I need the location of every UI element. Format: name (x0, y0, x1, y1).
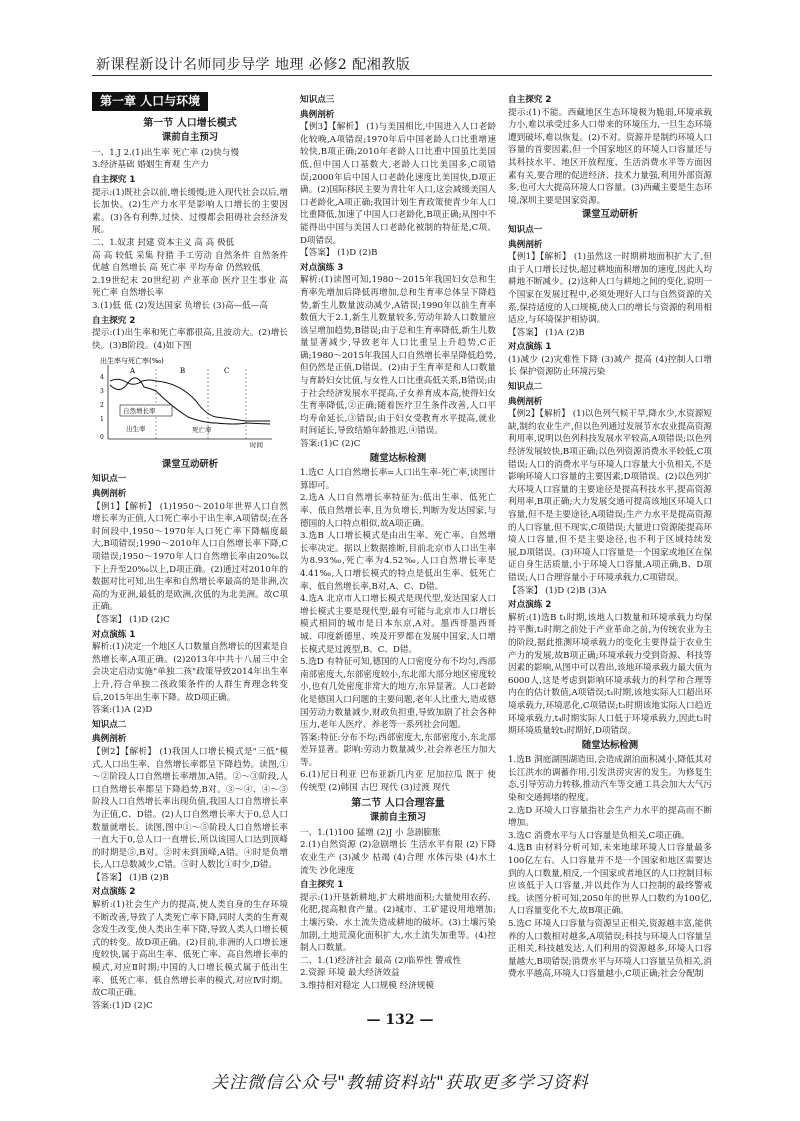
knowledge-point-heading: 知识点一 (92, 474, 127, 485)
answer: 答案:(1)A (2)D (92, 705, 153, 716)
test-heading: 随堂达标检测 (581, 739, 639, 751)
paragraph: 2.选A 人口自然增长率特征为:低出生率、低死亡率、低自然增长率,且为负增长,判断为发达国家,与德国的人口特点相似,故A项正确。 (300, 493, 496, 529)
example-heading: 典例剖析 (300, 109, 335, 120)
paragraph: 一、1.(1)100 猛增 (2)J 小 急剧膨胀 (300, 827, 441, 838)
answer: 答案:(1)C (2)C (300, 439, 361, 450)
paragraph: 3.维持相对稳定 人口规模 经济规模 (300, 980, 434, 991)
header-rule (92, 75, 712, 76)
preview-heading: 课前自主预习 (369, 812, 427, 824)
paragraph: 2.(1)自然资源 (2)急剧增长 生活水平有限 (2)下降 农业生产 (3)减少 枯竭 (4)合理 水体污染 (4)水土流失 沙化速度 (300, 840, 496, 876)
paragraph: 高 高 较低 采集 狩猎 手工劳动 自然条件 自然条件优越 自然增长 高 死亡率 平均寿命 仍然较低 (92, 250, 288, 274)
answer: 【答案】 (1)A (2)B (508, 327, 585, 338)
example-heading: 典例剖析 (508, 396, 543, 407)
stage-label-b: B (180, 367, 186, 376)
column-left (92, 92, 288, 1011)
section-title: 第一节 人口增长模式 (143, 117, 237, 129)
paragraph: 解析:(1)社会生产力的提高,使人类自身的生存环境不断改善,导致了人类死亡率下降,同时人类的生育观念发生改变,使人类出生率下降,导致人类人口增长模式的转变。故D项正确。(2)目前,非洲的人口增长速度较快,属于高出生率、低死亡率、高自然增长率的模式,对应Ⅱ时期;中国的人口增长模式属于低出生率、低死亡率、低自然增长率的模式,对应Ⅳ时期。故C项正确。 (92, 900, 288, 999)
paragraph: 2.19世纪末 20世纪初 产业革命 医疗卫生事业 高 死亡率 自然增长率 (92, 275, 288, 299)
example-heading: 典例剖析 (508, 239, 543, 250)
paragraph: 二、1.(1)经济社会 最高 (2)临界性 警戒性 (300, 955, 462, 966)
knowledge-point-heading: 知识点二 (92, 719, 127, 730)
answer: 【答案】 (1)D (2)C (92, 615, 170, 625)
y-tick: 4 (100, 374, 104, 382)
paragraph: 1.选B 洞庭湖围湖造田,会造成湖泊面积减小,降低其对长江洪水的调蓄作用,引发洪涝灾害的发生。为修复生态,引导劳动力转移,推动汽车等交通工具会加大大气污染和交通拥堵的程度。 (508, 755, 712, 804)
drill-heading: 对点演练 2 (508, 600, 552, 611)
drill-heading: 对点演练 1 (92, 629, 136, 640)
example-heading: 典例剖析 (92, 489, 127, 500)
footer-note: 关注微信公众号"教辅资料站"获取更多学习资料 (211, 1073, 589, 1093)
paragraph: 一、1.J 2.(1)出生率 死亡率 (2)快与慢 (92, 147, 239, 158)
paragraph: 提示:(1)不能。西藏地区生态环境极为脆弱,环境承载力小,难以承受过多人口带来的环境压力,一旦生态环境遭到破坏,难以恢复。(2)不对。资源并是制约环境人口容量的首要因素,但一个国家地区的环境人口容量还与其科技水平、地区开放程度、生活消费水平等方面因素有关,要合理的促进经济、技术力量强,利用外部资源多,也可大大提高环境人口容量。(3)西藏主要是生态环境,深圳主要是国家资源。 (508, 107, 712, 206)
answer: 【答案】 (1)B (2)B (92, 872, 169, 883)
knowledge-point-heading: 知识点三 (300, 95, 335, 105)
drill-heading: 对点演练 1 (508, 342, 552, 353)
explore-heading: 自主探究 2 (508, 95, 552, 105)
page-header: 新课程新设计名师同步导学 地理 必修2 配湘教版 (96, 57, 411, 73)
paragraph: 【例2】【解析】 (1)我国人口增长模式是"三低"模式,人口出生率、自然增长率都呈下降趋势。读图,①～②阶段人口自然增长率增加,A错。②～③阶段,人口自然增长率都呈下降趋势,B对。③～④、④～⑤阶段人口自然增长率出现负值,我国人口自然增长率为正值,C、D错。(2)人口自然增长率大于0,总人口数量就增长。读图,图中①～⑤阶段人口自然增长率一直大于0,总人口一直增长,所以该国人口达到顶峰的时期是⑤,B对。②时未到顶峰,A错。④时是负增长,人口总数减少,C错。⑤时人数比①时少,D错。 (92, 746, 288, 871)
section-title: 第二节 人口合理容量 (351, 797, 445, 809)
chapter-banner: 第一章 人口与环境 (92, 92, 208, 111)
paragraph: 3.选B 人口增长模式是由出生率、死亡率、自然增长率决定。据以上数据推断,目前北京市人口出生率为8.93‰,死亡率为4.52‰,人口自然增长率是4.41‰,人口增长模式的特点是低出生率、低死亡率、低自然增长率,B对,A、C、D错。 (300, 531, 496, 592)
answer: 【答案】 (1)D (2)B (300, 248, 378, 259)
paragraph: 二、1.奴隶 封建 资本主义 高 高 极低 (92, 237, 235, 248)
knowledge-point-heading: 知识点二 (508, 382, 543, 393)
diagram-title: 出生率与死亡率(‰) (100, 357, 164, 366)
stage-label-c: C (224, 367, 230, 376)
y-tick: 0 (100, 434, 104, 442)
paragraph: 3.(1)低 低 (2)发达国家 负增长 (3)高—低—高 (92, 300, 268, 311)
paragraph: 答案:特征:分布不均;西部密度大,东部密度小,东北部差异显著。影响:劳动力数量减少,社会养老压力加大等。 (300, 732, 496, 768)
paragraph: 【例2】【解析】 (1)以色列气候干旱,降水少,水资源短缺,制约农业生产,但以色列通过发展节水农业提高资源利用率,说明以色列科技发展水平较高,A项错误;以色列经济发展较快,B项正确;以色列资源消费水平较低,C项错误;人口的消费水平与环境人口容量大小负相关,不是影响环境人口容量的主要因素,D项错误。(2)以色列扩大环境人口容量的主要途径是提高科技水平,提高资源利用率,B项正确;大力发展交通可提高该地区环境人口容量,但不是主要途径,A项错误;生产力水平是提高资源的人口容量,但不现实,C项错误;大量进口资源能提高环境人口容量,但不是主要途径,也不利于区域持续发展,D项错误。(3)环境人口容量是一个国家或地区在保证自身生活质量,小于环境人口容量,A项正确,B、D项错误;人口合理容量小于环境承载力,C项错误。 (508, 409, 712, 583)
paragraph: 1.选C 人口自然增长率=人口出生率-死亡率,读图计算即可。 (300, 468, 496, 491)
classroom-heading: 课堂互动研析 (161, 458, 219, 470)
answer: 答案:(1)D (2)C (92, 1000, 153, 1011)
explore-heading: 自主探究 2 (92, 315, 136, 326)
paragraph: 解析:(1)读图可知,1980～2015年我国妇女总和生育率先增加后降低再增加,总和生育率总体呈下降趋势,新生儿数量波动减少,A错误;1990年以前生育率数值大于2.1,新生儿数量较多,劳动年龄人口数量应该呈增加趋势,B错误;由于总和生育率降低,新生儿数量显著减少,导致老年人口比重呈上升趋势,C正确;1980～2015年我国人口自然增长率呈降低趋势,但仍然是正值,D错误。(2)由于生育率是和人口数量与育龄妇女比值,与女性人口比重高低关系,B错误;由于社会经济发展水平提高,子女养育成本高,使得妇女生育率降低,②正确;随着医疗卫生条件改善,人口平均寿命延长,③错误;由于妇女受教育水平提高,就业时间延长,导致结婚年龄推迟,④错误。 (300, 275, 496, 437)
paragraph: 解析:(1)选B t₁时期,该地人口数量和环境承载力均保持平衡,t₂时期之前处于产业革命之前,为传统农业为主的阶段,据此推测环境承载力的变化主要得益于农业生产力的发展,故B项正确;环境承载力受到资源、科技等因素的影响,从图中可以看出,该地环境承载力最大值为6000人,这是考虑到影响环境承载力的科学和合理等内在的估计数值,A项错误;t₁时期,该地实际人口超出环境承载力,环境恶化,C项错误;t₃时期该地实际人口趋近环境承载力,t₄时期实际人口低于环境承载力,因此t₂时期环境质量较t₃时期好,D项错误。 (508, 612, 712, 737)
paragraph: 提示:(1)出生率和死亡率都很高,且波动大。(2)增长快。(3)B阶段。(4)如下图 (92, 328, 288, 351)
paragraph: 6.(1)尼日利亚 巴布亚新几内亚 尼加拉瓜 既于 使 传统型 (2)韩国 古巴 现代 (3)过渡 现代 (300, 770, 496, 794)
explore-heading: 自主探究 1 (300, 880, 344, 891)
paragraph: (1)减少 (2)灾难性下降 (3)减产 提高 (4)控制人口增长 保护资源防止环境污染 (508, 354, 712, 378)
answer: 【答案】 (1)D (2)B (3)A (508, 585, 607, 596)
page-number: — 132 — (366, 1012, 434, 1028)
paragraph: 解析:(1)决定一个地区人口数量自然增长的因素是自然增长率,A项正确。(2)2013年中共十八届三中全会决定启动实施"单独二孩"政策导致2014年出生率上升,符合单独二孩政策条件的人群生育理念转变后,2015年出生率下降。故D项正确。 (92, 642, 288, 703)
classroom-heading: 课堂互动研析 (581, 209, 639, 221)
natural-growth-label: 自然增长率 (123, 407, 156, 416)
x-axis-label: 时间 (250, 441, 263, 450)
explore-heading: 自主探究 1 (92, 174, 136, 185)
paragraph: 3.经济基础 婚姻生育观 生产力 (92, 160, 209, 171)
birth-rate-label: 出生率 (126, 425, 146, 434)
column-middle (300, 92, 496, 991)
y-tick: 2 (100, 402, 104, 410)
paragraph: 【例1】【解析】 (1)虽然这一时期耕地面积扩大了,但由于人口增长过快,超过耕地面积增加的速度,因此人均耕地不断减少。(2)这种人口与耕地之间的变化,说明一个国家在发展过程中,必须处理好人口与自然资源的关系,保持适度的人口规模,使人口的增长与资源的利用相适应,与环境保护相协调。 (508, 252, 712, 326)
y-tick: 3 (100, 388, 104, 396)
paragraph: 5.选C 环境人口容量与资源呈正相关,资源越丰富,能供养的人口数相对越多,A项错误;科技与环境人口容量呈正相关,科技越发达,人们利用的资源越多,环境人口容量越大,B项错误;消费水平与环境人口容量呈负相关,消费水平越高,环境人口容量越小,C项正确;社会分配制 (508, 919, 712, 980)
preview-heading: 课前自主预习 (161, 132, 219, 144)
paragraph: 提示:(1)开垦新耕地,扩大耕地面积;大量使用农药、化肥,提高粮食产量。(2)城市、工矿建设用地增加;土壤污染、水土流失造成耕地的破坏。(3)土壤污染加剧,土地荒漠化面积扩大,水土流失加重等。(4)控制人口数量。 (300, 892, 496, 954)
knowledge-point-heading: 知识点一 (508, 224, 543, 235)
stage-label-a: A (130, 367, 136, 376)
y-tick: 1 (100, 416, 104, 424)
death-rate-label: 死亡率 (192, 426, 212, 435)
paragraph: 4.选A 北京市人口增长模式是现代型,发达国家人口增长模式主要是现代型,最有可能与北京市人口增长模式相同的城市是日本东京,A对。墨西哥墨西哥城、印度新德里、埃及开罗都在发展中国家,人口增长模式是过渡型,B、C、D错。 (300, 594, 496, 655)
example-heading: 典例剖析 (92, 734, 127, 745)
paragraph: 2.资源 环境 最大经济效益 (300, 968, 400, 979)
drill-heading: 对点演练 2 (92, 887, 136, 898)
paragraph: 3.选C 消费水平与人口容量是负相关,C项正确。 (508, 830, 690, 841)
test-heading: 随堂达标检测 (369, 452, 427, 464)
paragraph: 提示:(1)既社会以前,增长缓慢;进入现代社会以后,增长加快。(2)生产力水平是影响人口增长的主要因素。(3)各有利弊,过快、过慢都会阻碍社会经济发展。 (92, 187, 288, 236)
paragraph: 4.选B 由材料分析可知,未来地球环境人口容量最多100亿左右。人口容量并不是一个国家和地区需要达到的人口数量,相反,一个国家或者地区的人口控制目标应该低于人口容量,并以此作为人口控制的最终警戒线。读图分析可知,2050年的世界人口数约为100亿,人口容量变化不大,故B项正确。 (508, 843, 712, 917)
birth-death-rate-diagram (96, 355, 276, 449)
paragraph: 【例1】【解析】 (1)1950～2010年世界人口自然增长率为正值,人口死亡率小于出生率,A项错误;在各时间段中,1950～1970年人口死亡率下降幅度最大,B项错误;1990～2010年人口自然增长率下降,C项错误;1950～1970年人口自然增长率由20‰以下上升至20‰以上,D项正确。(2)通过对2010年的数据对比可知,出生率和自然增长率最高的是非洲,次高的为亚洲,最低的是欧洲,次低的为北美洲。故C项正确。 (92, 501, 288, 613)
paragraph: 【例3】【解析】 (1)与美国相比,中国进入人口老龄化较晚,A项错误;1970年后中国老龄人口比重增速较快,B项正确;2010年老龄人口比重中国虽比美国低,但中国人口基数大,老龄人口比美国多,C项错误;2000年后中国人口老龄化速度比美国快,D项正确。(2)国际移民主要为青壮年人口,这会减缓美国人口老龄化,A项正确;我国计划生育政策使青少年人口比重降低,加速了中国人口老龄化,B项正确;从图中不能得出中国与美国人口老龄化被制的特征是,C项、D项错误。 (300, 122, 496, 246)
paragraph: 5.选D 有特征可知,德国的人口密度分布不均匀,西部南部密度大,东部密度较小,东北部大部分地区密度较小,也有几处密度非常大的地方,东异显著。人口老龄化是德国人口问题的主要问题,老年人比重大,造成德国劳动力数量减少,财政负担重,导致加剧了社会各种压力,老年人医疗、养老等一系列社会问题。 (300, 657, 496, 731)
column-right (508, 92, 712, 980)
paragraph: 2.选D 环境人口容量指社会生产力水平的提高而不断增加。 (508, 805, 712, 829)
drill-heading: 对点演练 3 (300, 262, 344, 273)
